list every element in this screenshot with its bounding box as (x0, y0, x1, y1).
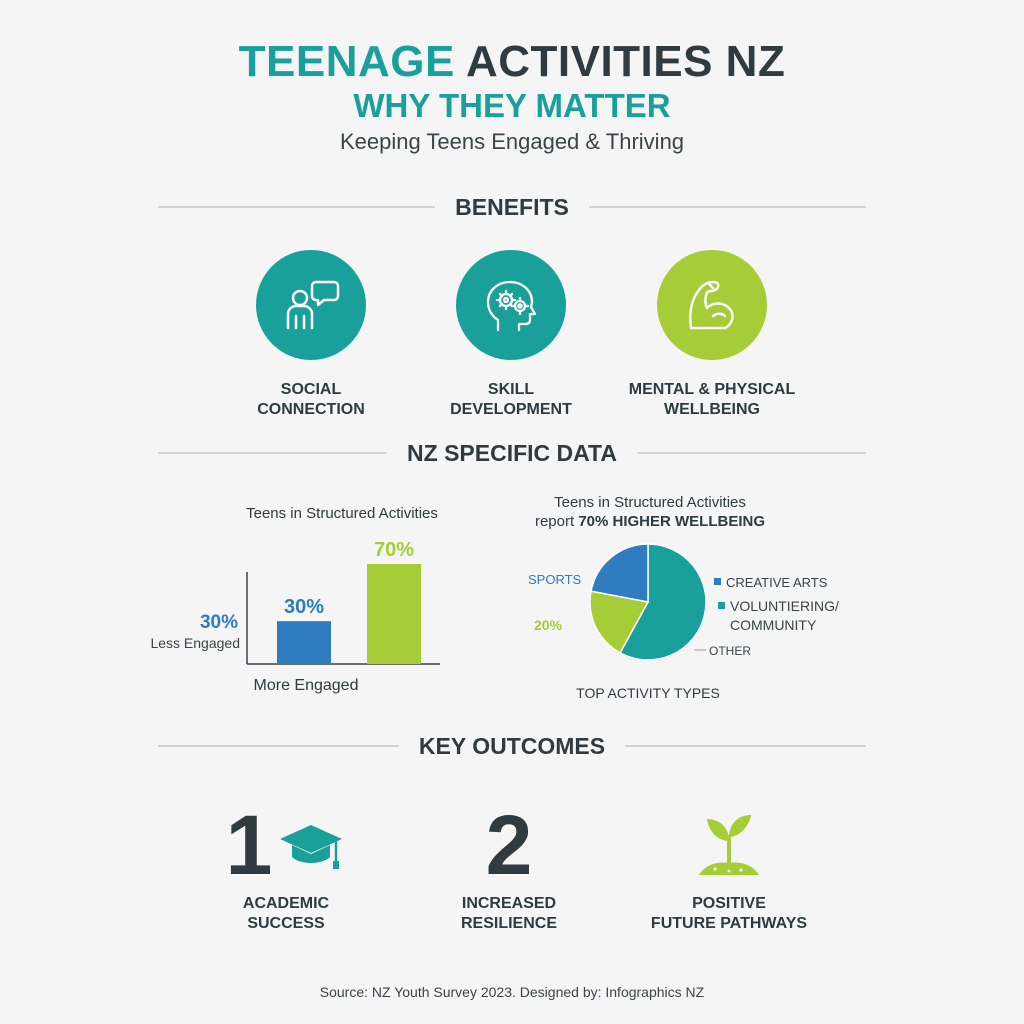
divider-line (158, 206, 435, 208)
outcome-increased-resilience (389, 800, 629, 934)
person-speech-icon (276, 270, 346, 340)
flexed-arm-icon (677, 270, 747, 340)
benefit-icon-circle (256, 250, 366, 360)
side-percent-label: 30% (199, 612, 238, 633)
pie-label-other: OTHER (709, 644, 751, 658)
title-part-2: ACTIVITIES NZ (465, 37, 786, 86)
pie-label-creative: CREATIVE ARTS (726, 575, 828, 590)
outcome-number: 2 (485, 798, 533, 892)
nz-data-heading (158, 438, 866, 468)
graduation-cap-icon (276, 815, 346, 875)
title-part-1: TEENAGE (238, 37, 455, 86)
benefits-heading-label: BENEFITS (455, 193, 569, 220)
bar-chart-title: Teens in Structured Activities (246, 505, 438, 522)
pie-title-prefix: report (534, 513, 579, 530)
head-gears-icon (476, 270, 546, 340)
pie-chart-title (500, 493, 800, 531)
bar-more-engaged (277, 621, 331, 664)
benefit-label: SKILL DEVELOPMENT (450, 381, 572, 418)
page-tagline: Keeping Teens Engaged & Thriving (339, 129, 685, 154)
outcome-label: POSITIVE FUTURE PATHWAYS (650, 895, 808, 932)
bar-chart (140, 530, 460, 700)
benefit-social-connection (201, 250, 421, 420)
legend-swatch-volunteering (718, 602, 725, 609)
page-title (0, 38, 1024, 86)
benefits-heading (158, 192, 866, 222)
sprout-icon (689, 809, 769, 881)
divider-line (625, 745, 866, 747)
pie-title-line-1: Teens in Structured Activities (554, 494, 746, 511)
benefit-skill-development (401, 250, 621, 420)
pie-label-percent: 20% (534, 617, 563, 633)
pie-label-volunteering-2: COMMUNITY (730, 617, 817, 633)
bar-value-label: 70% (373, 539, 415, 561)
pie-title-highlight: 70% HIGHER WELLBEING (578, 513, 766, 530)
benefit-wellbeing (602, 250, 822, 420)
bar-value-label: 30% (283, 596, 325, 619)
legend-swatch-creative (714, 578, 721, 585)
benefit-icon-circle (456, 250, 566, 360)
outcome-number: 1 (225, 798, 273, 892)
bar-structured (367, 564, 421, 664)
divider-line (158, 745, 399, 747)
bar-chart-x-label: More Engaged (253, 677, 359, 694)
divider-line (589, 206, 866, 208)
nz-data-heading-label: NZ SPECIFIC DATA (407, 439, 617, 466)
outcomes-heading-label: KEY OUTCOMES (418, 732, 606, 759)
outcome-label: ACADEMIC SUCCESS (242, 895, 330, 932)
divider-line (637, 452, 866, 454)
footer-source: Source: NZ Youth Survey 2023. Designed by: Infographics NZ (319, 984, 705, 1000)
pie-caption: TOP ACTIVITY TYPES (576, 685, 720, 701)
pie-label-volunteering-1: VOLUNTIERING/ (730, 598, 839, 614)
divider-line (158, 452, 387, 454)
outcome-future-pathways (609, 800, 849, 934)
page-subtitle: WHY THEY MATTER (353, 87, 671, 124)
pie-label-sports: SPORTS (528, 572, 582, 587)
benefit-label: SOCIAL CONNECTION (257, 381, 365, 418)
pie-slice-2 (591, 544, 648, 602)
outcome-academic-success (166, 800, 406, 934)
outcomes-heading (158, 731, 866, 761)
benefit-label: MENTAL & PHYSICAL WELLBEING (628, 381, 796, 418)
outcome-label: INCREASED RESILIENCE (460, 895, 557, 932)
benefit-icon-circle (657, 250, 767, 360)
pie-chart (510, 540, 870, 715)
side-caption: Less Engaged (150, 635, 240, 651)
